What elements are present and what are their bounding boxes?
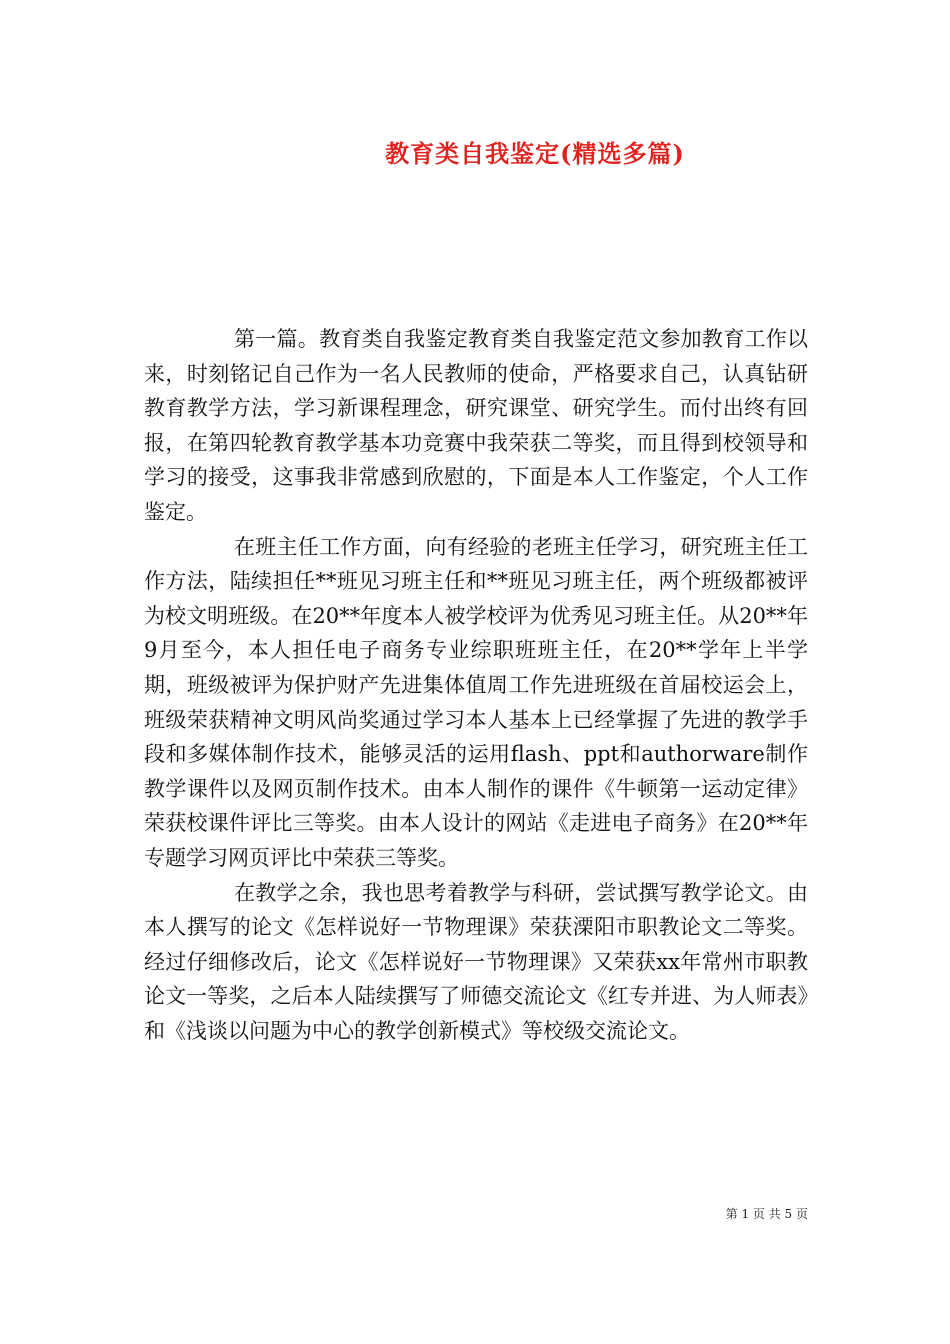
paragraph-2: 在班主任工作方面，向有经验的老班主任学习，研究班主任工作方法，陆续担任**班见习班主任和**班见习班主任，两个班级都被评为校文明班级。在20**年度本人被学校评为优秀见习班主任。从20**年9月至今，本人担任电子商务专业综职班班主任，在20**学年上半学期，班级被评为保护财产先进集体值周工作先进班级在首届校运会上，班级荣获精神文明风尚奖通过学习本人基本上已经掌握了先进的教学手段和多媒体制作技术，能够灵活的运用flash、ppt和authorware制作教学课件以及网页制作技术。由本人制作的课件《牛顿第一运动定律》荣获校课件评比三等奖。由本人设计的网站《走进电子商务》在20**年专题学习网页评比中荣获三等奖。 (144, 534, 808, 870)
document-body (144, 322, 808, 1048)
paragraph-3: 在教学之余，我也思考着教学与科研，尝试撰写教学论文。由本人撰写的论文《怎样说好一节物理课》荣获溧阳市职教论文二等奖。经过仔细修改后，论文《怎样说好一节物理课》又荣获xx年常州市职教论文一等奖，之后本人陆续撰写了师德交流论文《红专并进、为人师表》和《浅谈以问题为中心的教学创新模式》等校级交流论文。 (144, 880, 808, 1043)
page-number-footer: 第 1 页 共 5 页 (725, 1207, 808, 1221)
paragraph-1: 第一篇。教育类自我鉴定教育类自我鉴定范文参加教育工作以来，时刻铭记自己作为一名人民教师的使命，严格要求自己，认真钻研教育教学方法，学习新课程理念，研究课堂、研究学生。而付出终有回报，在第四轮教育教学基本功竞赛中我荣获二等奖，而且得到校领导和学习的接受，这事我非常感到欣慰的，下面是本人工作鉴定，个人工作鉴定。 (144, 327, 808, 524)
document-title: 教育类自我鉴定(精选多篇) (385, 139, 685, 168)
